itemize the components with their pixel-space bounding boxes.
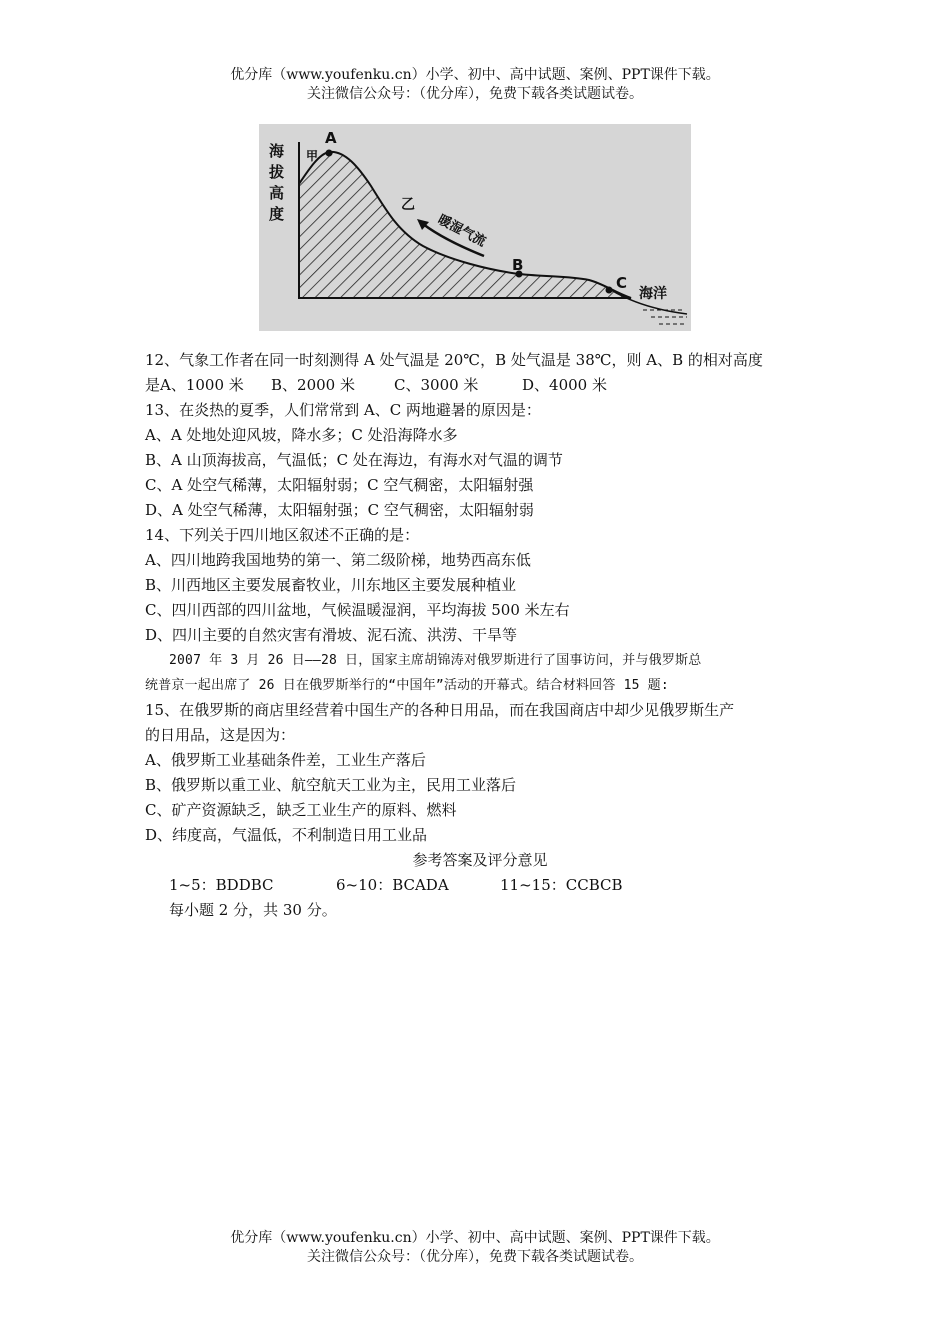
q15-option-b: B、俄罗斯以重工业、航空航天工业为主，民用工业落后 [145,776,517,794]
airflow-label: 暖湿气流 [435,212,489,250]
header-line-2: 关注微信公众号：（优分库），免费下载各类试题试卷。 [307,86,643,102]
q12-option-d: D、4000 米 [522,376,607,394]
answer-group-3: 11~15：CCBCB [500,876,623,894]
q15-stem-line-1: 15、在俄罗斯的商店里经营着中国生产的各种日用品，而在我国商店中却少见俄罗斯生产 [145,701,735,719]
q13-option-a: A、A 处地处迎风坡，降水多；C 处沿海降水多 [145,426,458,444]
point-c-marker [606,287,613,294]
q14-option-d: D、四川主要的自然灾害有滑坡、泥石流、洪涝、干旱等 [145,626,518,644]
q15-option-d: D、纬度高，气温低，不利制造日用工业品 [145,826,428,844]
terrain-profile-figure [259,124,691,331]
q13-option-c: C、A 处空气稀薄，太阳辐射弱；C 空气稠密，太阳辐射强 [145,476,534,494]
q12-stem-prefix: 是 [145,376,161,394]
q14-option-c: C、四川西部的四川盆地，气候温暖湿润，平均海拔 500 米左右 [145,601,570,619]
jia-label: 甲 [306,149,319,163]
footer-line-2: 关注微信公众号：（优分库），免费下载各类试题试卷。 [307,1249,643,1265]
material-line-2: 统普京一起出席了 26 日在俄罗斯举行的“中国年”活动的开幕式。结合材料回答 15 题: [145,678,669,693]
footer-line-1: 优分库（www.youfenku.cn）小学、初中、高中试题、案例、PPT课件下载。 [230,1230,720,1246]
questions-body [145,348,815,923]
page-footer [0,1229,950,1267]
terrain-profile-svg [259,124,691,331]
header-line-1: 优分库（www.youfenku.cn）小学、初中、高中试题、案例、PPT课件下载。 [230,67,720,83]
q14-option-b: B、川西地区主要发展畜牧业，川东地区主要发展种植业 [145,576,517,594]
q13-stem: 13、在炎热的夏季，人们常常到 A、C 两地避暑的原因是： [145,401,541,419]
q14-option-a: A、四川地跨我国地势的第一、第二级阶梯，地势西高东低 [145,551,531,569]
q13-option-d: D、A 处空气稀薄，太阳辐射强；C 空气稠密，太阳辐射弱 [145,501,534,519]
answer-group-1: 1~5：BDDBC [169,876,274,894]
page-header [0,66,950,104]
q12-option-b: B、2000 米 [271,376,355,394]
answers-row [145,873,815,898]
yi-label: 乙 [401,197,415,213]
point-a-label: A [325,129,337,147]
q12-options [145,373,815,398]
ylabel-char-4: 度 [269,205,285,223]
ylabel-char-2: 拔 [269,163,285,181]
scoring-note: 每小题 2 分，共 30 分。 [169,901,337,919]
q15-option-a: A、俄罗斯工业基础条件差，工业生产落后 [145,751,426,769]
q13-option-b: B、A 山顶海拔高，气温低；C 处在海边，有海水对气温的调节 [145,451,563,469]
answer-group-2: 6~10：BCADA [336,876,449,894]
q12-option-c: C、3000 米 [394,376,479,394]
ocean-label: 海洋 [639,286,667,302]
ylabel-char-3: 高 [269,184,285,202]
q15-option-c: C、矿产资源缺乏，缺乏工业生产的原料、燃料 [145,801,457,819]
material-line-1: 2007 年 3 月 26 日——28 日，国家主席胡锦涛对俄罗斯进行了国事访问，并与俄罗斯总 [169,653,702,668]
point-c-label: C [616,274,628,292]
q14-stem: 14、下列关于四川地区叙述不正确的是： [145,526,420,544]
point-a-marker [326,150,333,157]
q15-stem-line-2: 的日用品，这是因为： [145,726,296,744]
q12-stem: 12、气象工作者在同一时刻测得 A 处气温是 20℃，B 处气温是 38℃，则 A、B 的相对高度 [145,351,763,369]
ylabel-char-1: 海 [269,142,285,160]
q12-option-a: A、1000 米 [160,376,244,394]
answers-title: 参考答案及评分意见 [412,851,548,869]
point-b-label: B [512,256,524,274]
